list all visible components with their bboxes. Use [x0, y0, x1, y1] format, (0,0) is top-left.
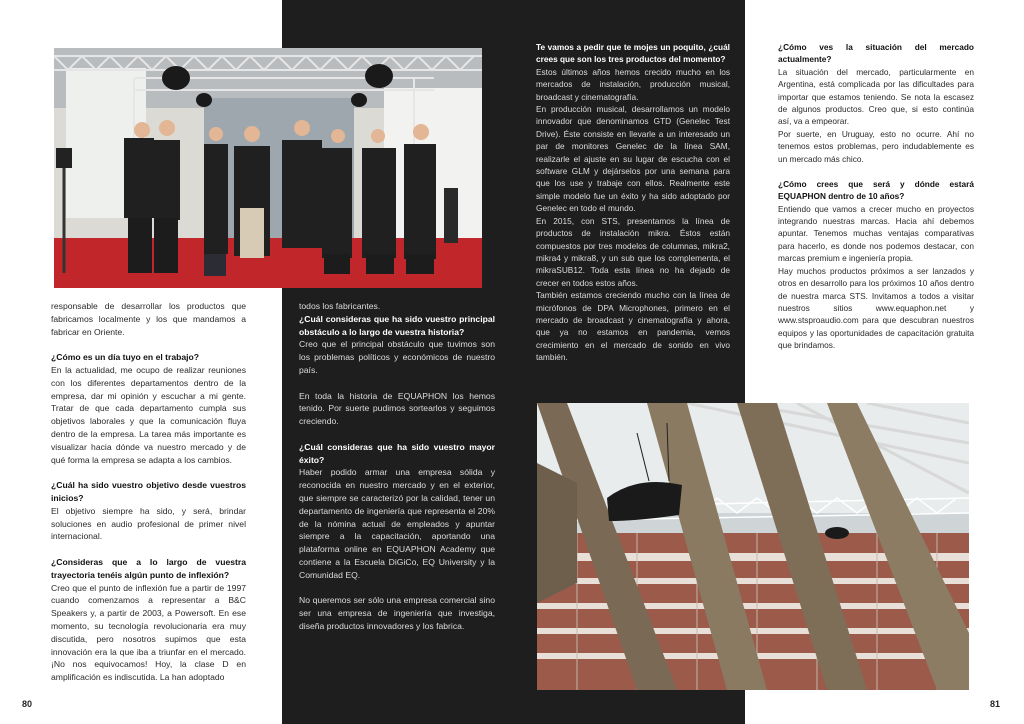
answer: Estos últimos años hemos crecido mucho en los mercados de instalación, producción musical, broadcast y cinematografía.: [536, 66, 730, 102]
answer: Hay muchos productos próximos a ser lanzados y otros en desarrollo para los próximos 10 años dentro de nuestra marca STS. Invitamos a todos a visitar nuestros sitios www.equaphon.net y www.stsproaudio.com para que descubran nuestros equipos y las oportunidades de capacitación gratuita que brindamos.: [778, 265, 974, 351]
question: ¿Cómo es un día tuyo en el trabajo?: [51, 352, 200, 363]
column-3: [536, 41, 730, 364]
answer: Creo que el punto de inflexión fue a partir de 1997 cuando comenzamos a representar a B&C Speakers y, a partir de 2003, a Powersoft. En ese momento, su tecnología revolucionaria era muy discutida, pero nosotros supimos que esta innovación era la que iba a triunfar en el mercado. ¡No nos equivocamos! Hoy, la clase D en amplificación es indiscutida. La han adoptado: [51, 582, 246, 683]
question: Te vamos a pedir que te mojes un poquito, ¿cuál crees que son los tres productos del momento?: [536, 42, 730, 65]
col2-intro: todos los fabricantes.: [299, 301, 381, 311]
answer: En 2015, con STS, presentamos la línea de productos de instalación mikra. Éstos están compuestos por tres modelos de columnas, mikra2, mikra4 y mikra8, y un sub que los complementa, el mikraSUB12. Toda esta línea no ha dejado de crecer en todos estos años.: [536, 215, 730, 288]
paragraph: En toda la historia de EQUAPHON los hemos tenido. Por suerte pudimos sortearlos y seguimos creciendo.: [299, 390, 495, 427]
qa-block: [51, 556, 246, 684]
question: ¿Cuál consideras que ha sido vuestro mayor éxito?: [299, 441, 495, 465]
column-2: [299, 300, 495, 646]
qa-block: [778, 41, 974, 165]
column-1: [51, 300, 246, 697]
team-photo: [54, 48, 482, 288]
col1-intro: responsable de desarrollar los productos que fabricamos localmente y los que mandamos a fabricar en Oriente.: [51, 301, 246, 337]
qa-block: [51, 479, 246, 543]
answer: Haber podido armar una empresa sólida y reconocida en nuestro mercado y en el exterior, que siempre se caracterizó por la calidad, tener un departamento de ingeniería que representa el 20% de la nómina actual de empleados y apuntar siempre a la capacitación, aportando una plataforma online en EQUAPHON Academy que contiene a la Escuela DiGiCo, EQ University y la Comunidad EQ.: [299, 467, 495, 580]
question: ¿Cómo crees que será y dónde estará EQUAPHON dentro de 10 años?: [778, 178, 974, 202]
qa-block: [299, 313, 495, 377]
question: ¿Consideras que a lo largo de vuestra trayectoria tenéis algún punto de inflexión?: [51, 556, 246, 580]
answer: Por suerte, en Uruguay, esto no ocurre. Ahí no tenemos estos problemas, pero indudablemente es un mercado más chico.: [778, 128, 974, 164]
qa-block: [778, 178, 974, 352]
stadium-photo: [537, 403, 969, 690]
question: ¿Cómo ves la situación del mercado actualmente?: [778, 42, 974, 65]
paragraph: No queremos ser sólo una empresa comercial sino ser una empresa de ingeniería que investiga, diseña productos innovadores y los fabrica.: [299, 595, 495, 631]
column-4: [778, 41, 974, 364]
answer: Creo que el principal obstáculo que tuvimos son los problemas políticos y económicos de nuestro país.: [299, 339, 495, 375]
question: ¿Cuál consideras que ha sido vuestro principal obstáculo a lo largo de vuestra historia?: [299, 313, 495, 337]
answer: Entiendo que vamos a crecer mucho en proyectos integrando nuestras marcas. Hacia ahí debemos apuntar. Tenemos muchas ventajas comparativas para hacerlo, es donde nos podemos destacar, con marcas premium e ingeniería propia.: [778, 203, 974, 264]
answer: La situación del mercado, particularmente en Argentina, está complicada por las dificultades para importar que estamos teniendo. Se nota la escasez de algunos productos. Creo que, si esto continúa así, va a empeorar.: [778, 66, 974, 127]
answer: También estamos creciendo mucho con la línea de micrófonos de DPA Microphones, primero en el mercado de broadcast y cinematografía y ahora, que ya no estamos en pandemia, vemos crecimiento en el mercado de sonido en vivo también.: [536, 290, 730, 363]
page-number-left: 80: [22, 699, 33, 709]
answer: El objetivo siempre ha sido, y será, brindar soluciones en audio profesional de primer nivel internacional.: [51, 505, 246, 542]
question: ¿Cuál ha sido vuestro objetivo desde vuestros inicios?: [51, 480, 246, 503]
answer: En producción musical, desarrollamos un modelo innovador que denominamos GTD (Genelec Test Drive). Éste consiste en llevarle a un interesado un par de monitores Genelec de la línea SAM, realizarle el ajuste en su lugar de escucha con el software GLM y dejárselos por una semana para que los use y trabaje con ellos. Realmente este simple modelo fue un éxito y ha sido adoptado por Genelec en todo el mundo.: [536, 104, 730, 214]
answer: En la actualidad, me ocupo de realizar reuniones con los diferentes departamentos dentro de la empresa, dar mi opinión y escuchar a mi gente. Tratar de que cada departamento cumpla sus objetivos laborales y que la comunicación fluya dentro de la empresa. La tarea más importante es visualizar hacia dónde va nuestro mercado y de qué forma la empresa se adapta a los cambios.: [51, 364, 246, 465]
page-number-right: 81: [990, 699, 1001, 709]
qa-block: [51, 351, 246, 466]
qa-block: [299, 441, 495, 582]
